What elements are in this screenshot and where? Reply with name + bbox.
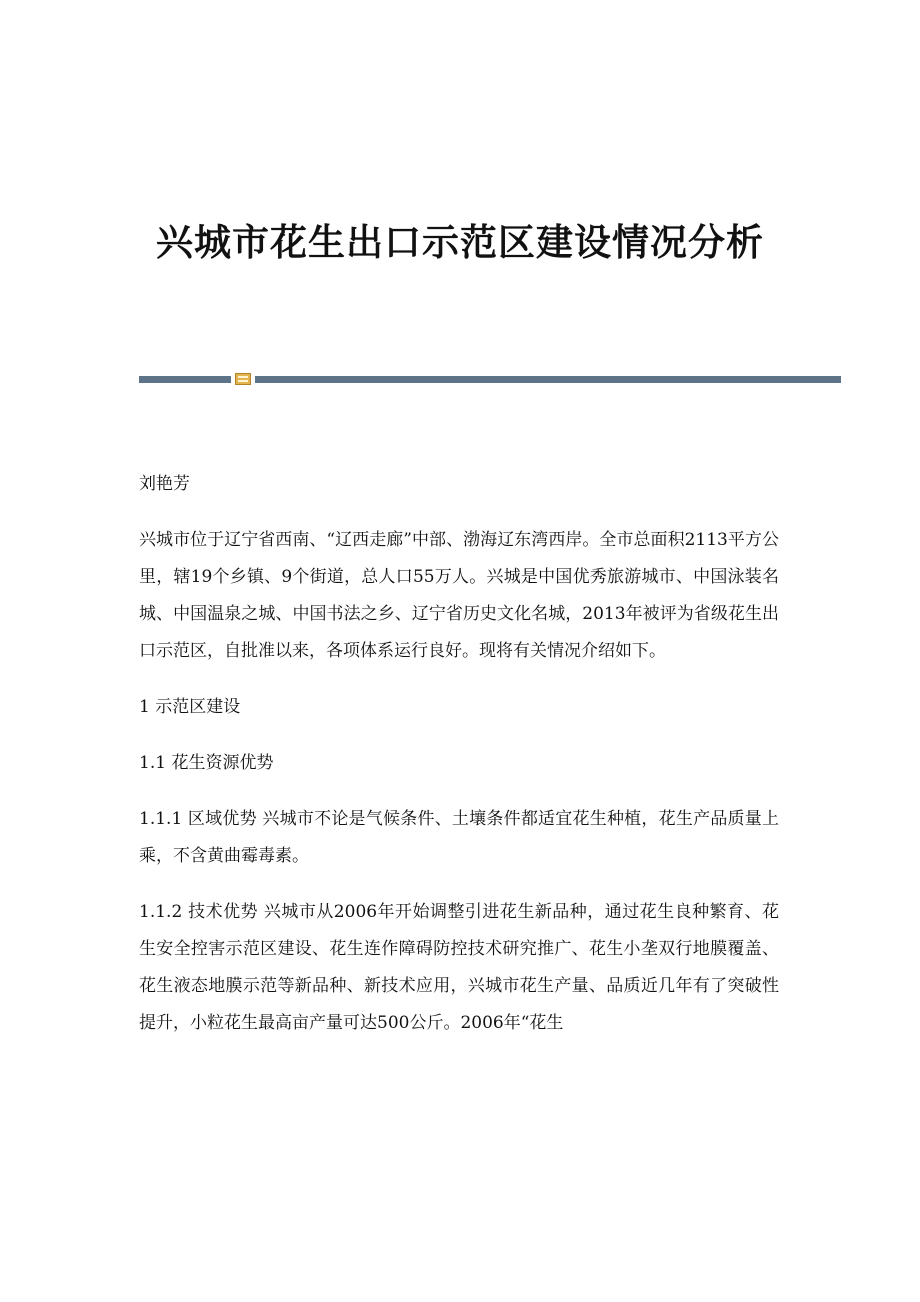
heading-section-1-1: 1.1 花生资源优势 [139,753,274,773]
envelope-icon [235,373,251,385]
page-title: 兴城市花生出口示范区建设情况分析 [156,220,764,264]
heading-section-1: 1 示范区建设 [139,697,241,717]
author-name: 刘艳芳 [139,474,190,494]
paragraph-1-1-2: 1.1.2 技术优势 兴城市从2006年开始调整引进花生新品种，通过花生良种繁育、花生安全控害示范区建设、花生连作障碍防控技术研究推广、花生小垄双行地膜覆盖、花生液态地膜示范等新品种、新技术应用，兴城市花生产量、品质近几年有了突破性提升，小粒花生最高亩产量可达500公斤。2006年“花生 [139,902,779,1033]
document-body [139,466,779,1061]
paragraph-intro: 兴城市位于辽宁省西南、“辽西走廊”中部、渤海辽东湾西岸。全市总面积2113平方公里，辖19个乡镇、9个街道，总人口55万人。兴城是中国优秀旅游城市、中国泳装名城、中国温泉之城、中国书法之乡、辽宁省历史文化名城，2013年被评为省级花生出口示范区，自批准以来，各项体系运行良好。现将有关情况介绍如下。 [139,530,779,661]
divider-bar-right [255,376,841,383]
title-divider [139,372,841,386]
paragraph-1-1-1: 1.1.1 区域优势 兴城市不论是气候条件、土壤条件都适宜花生种植，花生产品质量上乘，不含黄曲霉毒素。 [139,809,779,866]
divider-bar-left [139,376,231,383]
